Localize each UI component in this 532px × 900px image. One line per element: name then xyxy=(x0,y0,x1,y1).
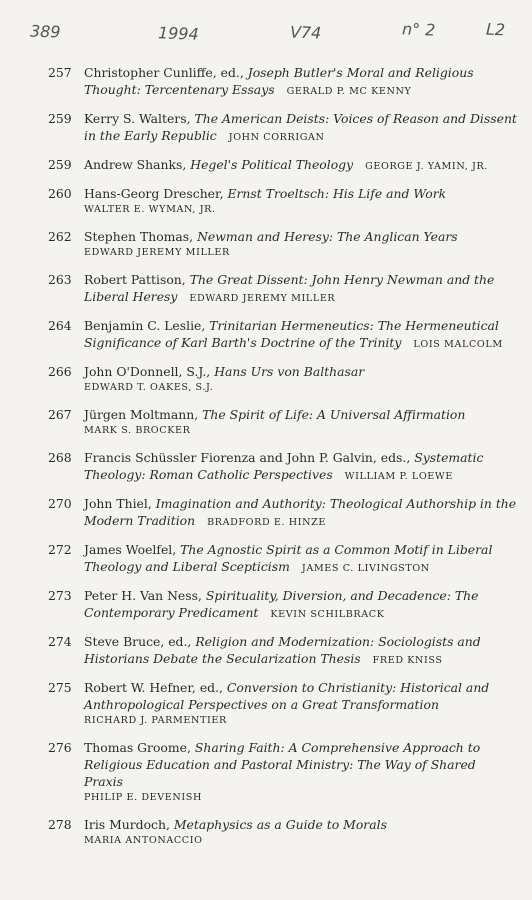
page-number: 278 xyxy=(48,817,72,832)
book-author: James Woelfel, xyxy=(84,542,177,557)
review-entry xyxy=(48,156,518,175)
review-entry xyxy=(48,271,518,307)
book-author: Benjamin C. Leslie, xyxy=(84,318,206,333)
page-number: 263 xyxy=(48,272,72,287)
reviewer-name: JOHN CORRIGAN xyxy=(228,132,325,143)
entry-body xyxy=(84,449,518,485)
page-number: 275 xyxy=(48,680,72,695)
reviewer-name: GERALD P. MC KENNY xyxy=(286,86,412,97)
reviewer-name: EDWARD JEREMY MILLER xyxy=(189,293,336,304)
book-title: The American Deists: Voices of Reason and Dissent in the Early Republic xyxy=(84,111,517,143)
entry-body xyxy=(84,317,518,353)
reviewer-name: LOIS MALCOLM xyxy=(413,339,503,350)
review-entry xyxy=(48,739,518,806)
entry-body xyxy=(84,156,518,175)
reviewer-name: JAMES C. LIVINGSTON xyxy=(301,563,430,574)
page-number: 274 xyxy=(48,634,72,649)
entry-body xyxy=(84,363,518,396)
page-number: 262 xyxy=(48,229,72,244)
entry-body xyxy=(84,185,518,218)
review-entry xyxy=(48,449,518,485)
handwritten-note: 389 xyxy=(29,21,61,42)
entry-body xyxy=(84,110,518,146)
review-entry xyxy=(48,541,518,577)
page-number: 268 xyxy=(48,450,72,465)
book-title: Newman and Heresy: The Anglican Years xyxy=(197,229,458,244)
page-number: 259 xyxy=(48,157,72,172)
review-entry xyxy=(48,228,518,261)
page-number: 264 xyxy=(48,318,72,333)
page-number: 259 xyxy=(48,111,72,126)
review-entry xyxy=(48,816,518,849)
book-title: Ernst Troeltsch: His Life and Work xyxy=(227,186,447,201)
review-entry xyxy=(48,317,518,353)
handwritten-note: 1994 xyxy=(157,23,200,44)
reviewer-name: EDWARD JEREMY MILLER xyxy=(84,247,230,258)
reviewer-name: KEVIN SCHILBRACK xyxy=(270,609,385,620)
book-title: Metaphysics as a Guide to Morals xyxy=(173,817,387,832)
book-author: Stephen Thomas, xyxy=(84,229,194,244)
book-author: Thomas Groome, xyxy=(84,740,191,755)
page-number: 272 xyxy=(48,542,72,557)
page-number: 257 xyxy=(48,65,72,80)
book-title: Hegel's Political Theology xyxy=(190,157,354,172)
reviewer-name: WALTER E. WYMAN, JR. xyxy=(84,204,216,215)
review-entry xyxy=(48,679,518,729)
book-author: Iris Murdoch, xyxy=(84,817,170,832)
book-author: Steve Bruce, ed., xyxy=(84,634,192,649)
book-title: Hans Urs von Balthasar xyxy=(214,364,365,379)
book-author: Andrew Shanks, xyxy=(84,157,187,172)
entry-body xyxy=(84,679,518,729)
review-entry xyxy=(48,363,518,396)
book-title: Religion and Modernization: Sociologists and Historians Debate the Secularization Thesis xyxy=(84,634,481,666)
review-entry xyxy=(48,406,518,439)
reviewer-name: RICHARD J. PARMENTIER xyxy=(84,715,227,726)
book-author: John Thiel, xyxy=(84,496,152,511)
handwritten-note: V74 xyxy=(289,22,322,43)
book-title: Spirituality, Diversion, and Decadence: The Contemporary Predicament xyxy=(84,588,479,620)
entry-body xyxy=(84,406,518,439)
book-title: The Spirit of Life: A Universal Affirmation xyxy=(202,407,466,422)
reviewer-name: EDWARD T. OAKES, S.J. xyxy=(84,382,214,393)
book-author: Christopher Cunliffe, ed., xyxy=(84,65,244,80)
book-review-list xyxy=(48,64,518,859)
book-title: Systematic Theology: Roman Catholic Perspectives xyxy=(84,450,484,482)
review-entry xyxy=(48,633,518,669)
book-author: Robert W. Hefner, ed., xyxy=(84,680,223,695)
book-author: Francis Schüssler Fiorenza and John P. Galvin, eds., xyxy=(84,450,411,465)
reviewer-name: PHILIP E. DEVENISH xyxy=(84,792,202,803)
page-number: 273 xyxy=(48,588,72,603)
book-title: Sharing Faith: A Comprehensive Approach to Religious Education and Pastoral Ministry: The Way of Shared Praxis xyxy=(84,740,481,789)
reviewer-name: BRADFORD E. HINZE xyxy=(207,517,327,528)
entry-body xyxy=(84,587,518,623)
handwritten-note: L2 xyxy=(485,19,506,40)
book-author: John O'Donnell, S.J., xyxy=(84,364,211,379)
page-number: 270 xyxy=(48,496,72,511)
book-title: Imagination and Authority: Theological Authorship in the Modern Tradition xyxy=(84,496,517,528)
entry-body xyxy=(84,633,518,669)
entry-body xyxy=(84,739,518,806)
book-author: Hans-Georg Drescher, xyxy=(84,186,224,201)
book-title: Trinitarian Hermeneutics: The Hermeneutical Significance of Karl Barth's Doctrine of the Trinity xyxy=(84,318,499,350)
book-author: Kerry S. Walters, xyxy=(84,111,191,126)
book-title: The Agnostic Spirit as a Common Motif in Liberal Theology and Liberal Scepticism xyxy=(84,542,493,574)
handwritten-note: n° 2 xyxy=(401,19,436,40)
review-entry xyxy=(48,495,518,531)
entry-body xyxy=(84,271,518,307)
entry-body xyxy=(84,228,518,261)
page-number: 266 xyxy=(48,364,72,379)
page-number: 267 xyxy=(48,407,72,422)
entry-body xyxy=(84,64,518,100)
reviewer-name: WILLIAM P. LOEWE xyxy=(344,471,453,482)
reviewer-name: MARIA ANTONACCIO xyxy=(84,835,203,846)
reviewer-name: GEORGE J. YAMIN, JR. xyxy=(365,161,488,172)
handwritten-annotations xyxy=(0,20,532,50)
entry-body xyxy=(84,541,518,577)
page-number: 276 xyxy=(48,740,72,755)
review-entry xyxy=(48,185,518,218)
book-author: Jürgen Moltmann, xyxy=(84,407,199,422)
review-entry xyxy=(48,64,518,100)
entry-body xyxy=(84,816,518,849)
book-author: Robert Pattison, xyxy=(84,272,186,287)
book-title: The Great Dissent: John Henry Newman and the Liberal Heresy xyxy=(84,272,495,304)
book-author: Peter H. Van Ness, xyxy=(84,588,202,603)
reviewer-name: FRED KNISS xyxy=(372,655,443,666)
book-title: Joseph Butler's Moral and Religious Thought: Tercentenary Essays xyxy=(84,65,474,97)
review-entry xyxy=(48,110,518,146)
review-entry xyxy=(48,587,518,623)
reviewer-name: MARK S. BROCKER xyxy=(84,425,191,436)
page-number: 260 xyxy=(48,186,72,201)
book-title: Conversion to Christianity: Historical and Anthropological Perspectives on a Great Transformation xyxy=(84,680,490,712)
entry-body xyxy=(84,495,518,531)
